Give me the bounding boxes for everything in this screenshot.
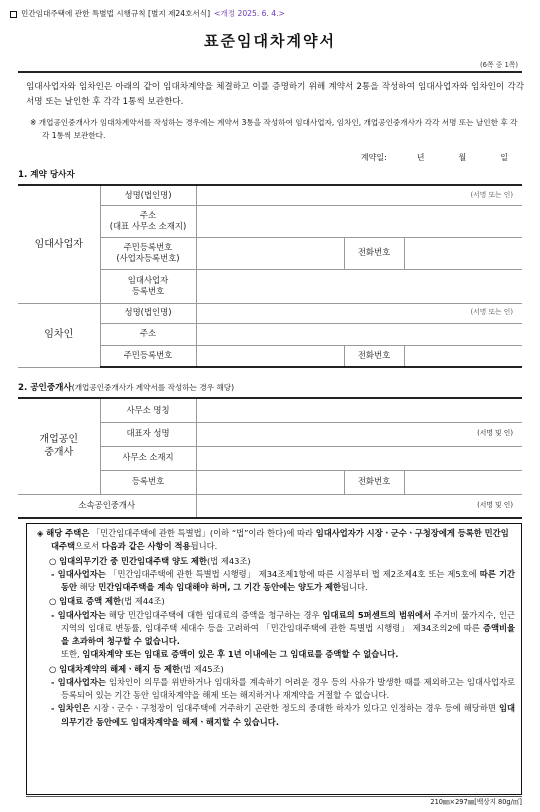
office-name-label: 사무소 명칭 — [100, 398, 196, 422]
lessor-signature-hint: (서명 또는 인) — [470, 190, 513, 199]
lessee-id-field[interactable] — [196, 345, 344, 367]
section2-title: 2. 공인중개사(개업공인중개사가 계약서를 작성하는 경우 해당) — [18, 383, 235, 393]
lessee-id-label: 주민등록번호 — [100, 345, 196, 367]
lessor-name-label: 성명(법인명) — [100, 185, 196, 205]
lessee-name-field[interactable] — [196, 303, 522, 323]
agent-label: 소속공인중개사 — [18, 494, 196, 518]
contract-date-label: 계약일: — [360, 153, 387, 162]
rep-name-field[interactable] — [196, 422, 522, 446]
notice-heading-termination: ○ 임대차계약의 해제ㆍ해지 등 제한(법 제45조) — [49, 663, 224, 674]
notice-heading-transfer: ○ 임대의무기간 중 민간임대주택 양도 제한(법 제43조) — [49, 555, 251, 566]
paper-spec: 210㎜×297㎜[백상지 80g/㎡] — [430, 798, 522, 806]
lessee-phone-label: 전화번호 — [344, 345, 404, 367]
lessor-name-field[interactable] — [196, 185, 522, 205]
intro-paragraph: 임대사업자와 임차인은 아래의 같이 임대차계약을 체결하고 이를 증명하기 위해 계약서 2통을 작성하여 임대사업자와 임차인이 각각 서명 또는 날인한 후 각각 1통씩 보관한다. — [26, 82, 524, 108]
lessee-signature-hint: (서명 또는 인) — [470, 308, 513, 317]
section2-subtitle: (개업공인중개사가 계약서를 작성하는 경우 해당) — [71, 383, 235, 392]
lessor-address-field[interactable] — [196, 205, 522, 237]
rep-signature-hint: (서명 및 인) — [477, 429, 513, 438]
law-reference: 민간임대주택에 관한 특별법 시행규칙 [별지 제24호서식] — [21, 9, 211, 18]
parties-table — [18, 184, 522, 368]
contract-date-day[interactable]: 일 — [500, 153, 508, 162]
lessor-phone-field[interactable] — [404, 237, 522, 269]
contract-date — [361, 153, 508, 164]
broker-note: ※ 개업공인중개사가 임대차계약서를 작성하는 경우에는 계약서 3통을 작성하여 임대사업자, 임차인, 개업공인중개사가 각각 서명 또는 날인한 후 각각 1통씩 보관한다. — [30, 118, 518, 140]
agent-field[interactable] — [196, 494, 522, 518]
checkbox-square-icon — [10, 11, 17, 18]
lessee-name-label: 성명(법인명) — [100, 303, 196, 323]
broker-table — [18, 397, 522, 519]
office-addr-field[interactable] — [196, 446, 522, 470]
contract-date-year[interactable]: 년 — [416, 153, 425, 162]
broker-phone-field[interactable] — [404, 470, 522, 494]
lessor-phone-label: 전화번호 — [344, 237, 404, 269]
document-title: 표준임대차계약서 — [204, 32, 336, 50]
lessor-reg-field[interactable] — [196, 269, 522, 303]
office-addr-label: 사무소 소재지 — [100, 446, 196, 470]
broker-reg-field[interactable] — [196, 470, 344, 494]
section1-title: 1. 계약 당사자 — [18, 170, 75, 180]
footer-divider — [26, 796, 522, 797]
notice-para-rent: - 임대사업자는 해당 민간임대주택에 대한 임대료의 증액을 청구하는 경우 임대료의 5퍼센트의 범위에서 주거비 물가지수, 인근 지역의 임대료 변동률, 임대주택 세대수 등을 고려하여 「민간임대주택에 관한 특별법 시행령」 제34조의2에 따른 증액비율을 초과하여 청구할 수 없습니다. — [51, 609, 515, 647]
notice-para-lessee: - 임차인은 시장ㆍ군수ㆍ구청장이 임대주택에 거주하기 곤란한 정도의 중대한 하자가 있다고 인정하는 경우 등에 해당하면 임대의무기간 동안에도 임대차계약을 해제ㆍ해지할 수 있습니다. — [51, 703, 515, 727]
lessee-address-field[interactable] — [196, 323, 522, 345]
lessor-address-label: 주소 (대표 사무소 소재지) — [100, 205, 196, 237]
notice-para-rent-2: 또한, 임대차계약 또는 임대료 증액이 있은 후 1년 이내에는 그 임대료를 증액할 수 없습니다. — [61, 649, 399, 660]
notice-para-transfer: - 임대사업자는 「민간임대주택에 관한 특별법 시행령」 제34조제1항에 따른 시점부터 법 제2조제4호 또는 제5호에 따른 기간 동안 해당 민간임대주택을 계속 임대해야 하며, 그 기간 동안에는 양도가 제한됩니다. — [51, 568, 516, 593]
lessee-group-label: 임차인 — [18, 303, 100, 367]
notice-para-lessor: - 임대사업자는 임차인이 의무를 위반하거나 임대차를 계속하기 어려운 경우 등의 사유가 발생한 때를 제외하고는 임대사업자로 등록되어 있는 기간 동안 임대차계약을 해제 또는 해지하거나 재계약을 거절할 수 없습니다. — [51, 676, 515, 701]
form-header — [10, 9, 285, 19]
broker-phone-label: 전화번호 — [344, 470, 404, 494]
page-count: (6쪽 중 1쪽) — [480, 61, 518, 69]
notice-box — [26, 523, 522, 795]
rep-name-label: 대표자 성명 — [100, 422, 196, 446]
lessor-address-sub: (대표 사무소 소재지) — [109, 221, 187, 231]
lessor-id-sub: (사업자등록번호) — [116, 253, 180, 263]
broker-reg-label: 등록번호 — [100, 470, 196, 494]
office-name-field[interactable] — [196, 398, 522, 422]
lessor-id-field[interactable] — [196, 237, 344, 269]
broker-group-label: 개업공인 중개사 — [18, 398, 100, 494]
revision-date: <개정 2025. 6. 4.> — [214, 9, 285, 18]
lessor-reg-label: 임대사업자 등록번호 — [100, 269, 196, 303]
notice-main: ◈ 해당 주택은 「민간임대주택에 관한 특별법」(이하 “법”이라 한다)에 따라 임대사업자가 시장ㆍ군수ㆍ구청장에게 등록한 민간임대주택으로서 다음과 같은 사항이 적용됩니다. — [37, 528, 509, 552]
lessee-phone-field[interactable] — [404, 345, 522, 367]
contract-date-month[interactable]: 월 — [458, 153, 467, 162]
agent-signature-hint: (서명 및 인) — [477, 501, 513, 510]
top-divider — [18, 71, 522, 73]
notice-heading-rent: ○ 임대료 증액 제한(법 제44조) — [49, 596, 165, 607]
lessor-group-label: 임대사업자 — [18, 185, 100, 303]
lessor-id-label: 주민등록번호 (사업자등록번호) — [100, 237, 196, 269]
lessee-address-label: 주소 — [100, 323, 196, 345]
